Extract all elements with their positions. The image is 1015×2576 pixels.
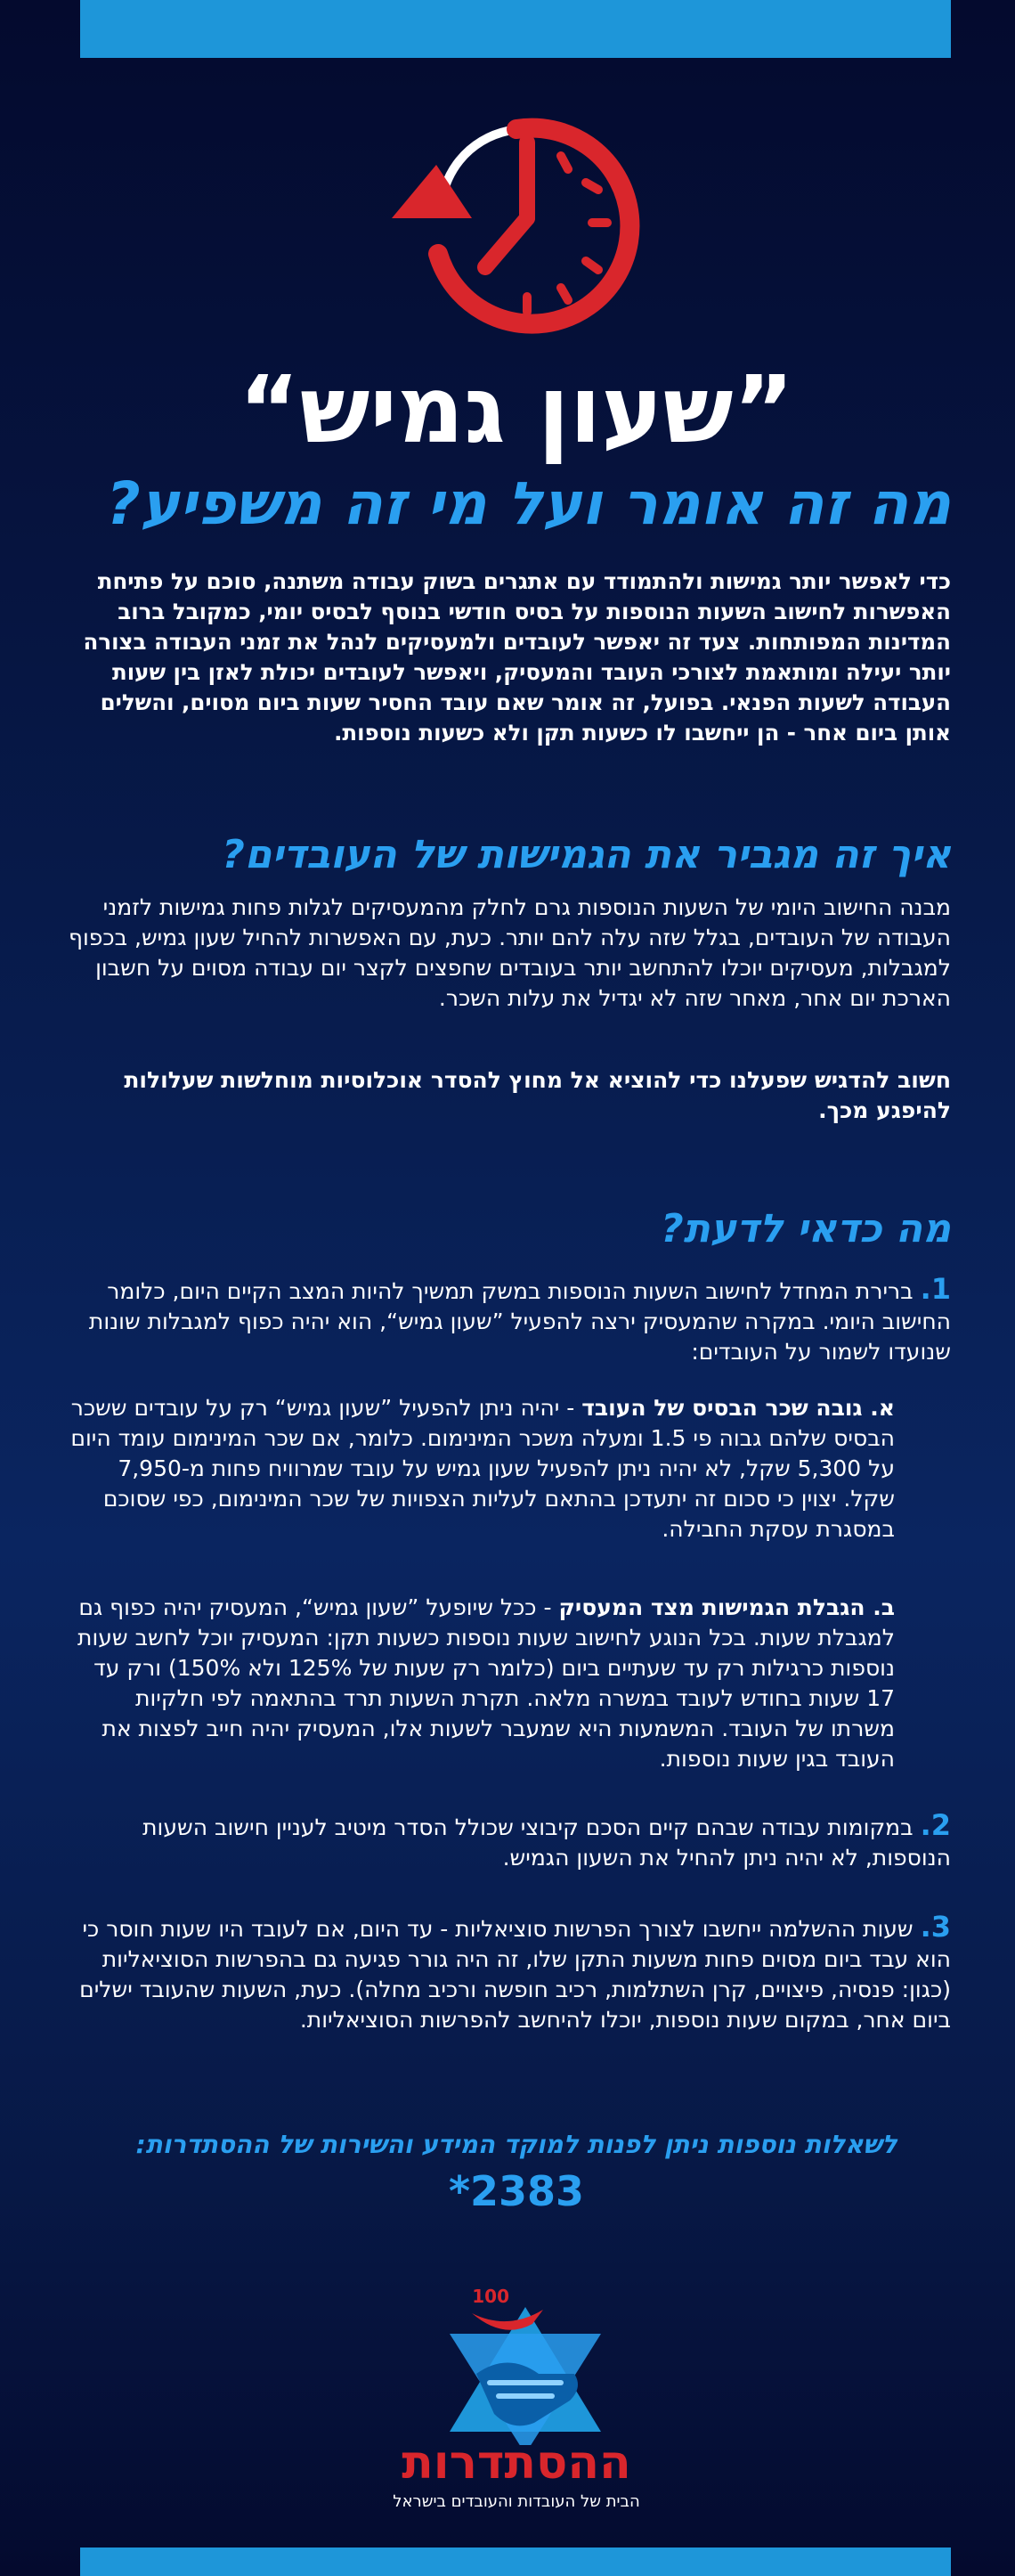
list-item-1	[61, 1274, 951, 1367]
list-item-text: ברירת המחדל לחישוב השעות הנוספות במשק תמשיך להיות המצב הקיים היום, כלומר החישוב היומי. במקרה שהמעסיק ירצה להפעיל ”שעון גמיש“, הוא יהיה כפוף למגבלות שונות שנועדו לשמור על העובדים:	[88, 1278, 951, 1365]
logo-tagline: הבית של העובדות והעובדים בישראל	[393, 2492, 640, 2511]
bottom-accent-bar	[80, 2547, 951, 2576]
sub-item-text: - ככל שיופעל ”שעון גמיש“, המעסיק יהיה כפוף גם למגבלת שעות. בכל הנוגע לחישוב שעות נוספות כשעות תקן: המעסיק יוכל לחשב שעות נוספות כרגילות רק עד שעתיים ביום (כלומר רק שעות של 125% ולא 150%) ורק עד 17 שעות בחודש לעובד במשרה מלאה. תקרת השעות תרד בהתאמה לפי חלקיות משרתו של העובד. המשמעות היא שמעבר לשעות אלו, המעסיק יהיה חייב לפצות את העובד בגין שעות נוספות.	[77, 1594, 895, 1772]
sub-item-title: ב. הגבלת הגמישות מצד המעסיק	[558, 1594, 895, 1620]
phone-number: *2383	[448, 2167, 585, 2215]
sub-item-a	[67, 1393, 895, 1545]
list-item-3	[61, 1912, 951, 2035]
important-note: חשוב להדגיש שפעלנו כדי להוציא אל מחוץ להסדר אוכלוסיות מוחלשות שעלולות להיפגע מכך.	[124, 1067, 951, 1123]
intro-paragraph: כדי לאפשר יותר גמישות ולהתמודד עם אתגרים בשוק עבודה משתנה, סוכם על פתיחת האפשרות לחישוב השעות הנוספות על בסיס חודשי בנוסף לבסיס יומי, כמקובל ברוב המדינות המפותחות. צעד זה יאפשר לעובדים ולמעסיקים לנהל את זמני העבודה בצורה יותר יעילה ומותאמת לצורכי העובד והמעסיק, ויאפשר לעובדים יכולת לאזן בין שעות העבודה לשעות הפנאי. בפועל, זה אומר שאם עובד החסיר שעות ביום מסוים, והשלים אותן ביום אחר - הן ייחשבו לו כשעות תקן ולא כשעות נוספות.	[83, 568, 951, 746]
sub-item-title: א. גובה שכר הבסיס של העובד	[581, 1395, 895, 1421]
list-item-text: במקומות עבודה שבהם קיים הסכם קיבוצי שכולל הסדר מיטיב לעניין חישוב השעות הנוספות, לא יהיה ניתן להחיל את השעון הגמיש.	[142, 1814, 951, 1871]
histadrut-logo	[427, 2267, 623, 2445]
list-number: 1.	[920, 1272, 951, 1306]
flexibility-paragraph: מבנה החישוב היומי של השעות הנוספות גרם לחלק מהמעסיקים לגלות פחות גמישות לזמני העבודה של העובדים, בגלל שזה עלה להם יותר. כעת, עם האפשרות להחיל שעון גמיש, בכפוף למגבלות, מעסיקים יוכלו להתחשב יותר בעובדים שחפצים לקצר יום עבודה מסוים על חשבון הארכת יום אחר, מאחר שזה לא יגדיל את עלות השכר.	[68, 894, 951, 1011]
contact-text: לשאלות נוספות ניתן לפנות למוקד המידע והשירות של ההסתדרות:	[135, 2130, 897, 2159]
sub-item-text: - יהיה ניתן להפעיל ”שעון גמיש“ רק על עובדים ששכר הבסיס שלהם גבוה פי 1.5 ומעלה משכר המינימום. כלומר, אם שכר המינימום עומד היום על 5,300 שקל, לא יהיה ניתן להפעיל שעון גמיש על עובד שמרוויח פחות מ-7,950 שקל. יצוין כי סכום זה יתעדכן בהתאם לעליות הצפויות של שכר המינימום, כפי שסוכם במסגרת עסקת החבילה.	[70, 1395, 895, 1542]
section-heading-flexibility: איך זה מגביר את הגמישות של העובדים?	[222, 832, 951, 877]
top-accent-bar	[80, 0, 951, 58]
section-heading-good-to-know: מה כדאי לדעת?	[661, 1206, 951, 1251]
page-subtitle: מה זה אומר ועל מי זה משפיע?	[106, 469, 951, 538]
list-item-2	[61, 1810, 951, 1873]
list-number: 2.	[920, 1808, 951, 1842]
sub-item-b	[67, 1593, 895, 1774]
logo-badge: 100	[472, 2286, 509, 2307]
page-title: ”שעון גמיש“	[239, 355, 794, 464]
logo-name: ההסתדרות	[402, 2436, 631, 2490]
clock-icon	[374, 85, 659, 343]
list-number: 3.	[920, 1910, 951, 1944]
list-item-text: שעות ההשלמה ייחשבו לצורך הפרשות סוציאליות - עד היום, אם לעובד היו שעות חוסר כי הוא עבד ביום מסוים פחות משעות התקן שלו, זה היה גורר פגיעה גם בהפרשות הסוציאליות (כגון: פנסיה, פיצויים, קרן השתלמות, רכיב חופשה ורכיב מחלה). כעת, השעות שהעובד ישלים ביום אחר, במקום שעות נוספות, יוכלו להיחשב להפרשות הסוציאליות.	[79, 1916, 951, 2033]
